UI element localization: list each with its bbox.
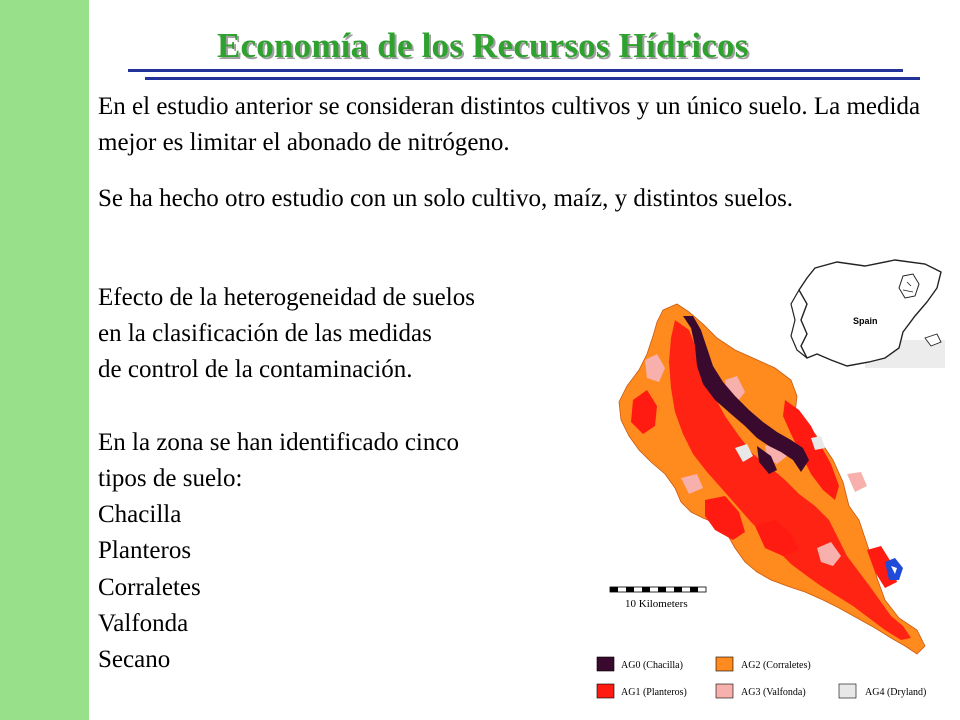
text-line: Efecto de la heterogeneidad de suelos [98,284,475,311]
spain-label: Spain [853,316,878,326]
soil-types-text [98,280,475,678]
spain-inset-map [791,260,945,368]
legend-swatch-ag4 [839,684,856,698]
soil-type-chacilla: Chacilla [98,501,182,529]
legend-label-ag4: AG4 (Dryland) [865,687,927,698]
legend-label-ag1: AG1 (Planteros) [621,687,687,698]
legend-swatch-ag1 [597,684,614,698]
title-underline-top [128,69,903,72]
paragraph-new-study: Se ha hecho otro estudio con un solo cultivo, maíz, y distintos suelos. [98,185,794,212]
text-line: de control de la contaminación. [98,356,413,384]
legend-swatch-ag0 [597,657,614,671]
slide-title: Economía de los Recursos Hídricos [217,26,749,65]
paragraph-previous-study: En el estudio anterior se consideran distintos cultivos y un único suelo. La medida mejor es limitar el abonado de nitrógeno. [98,93,921,156]
legend-swatch-ag2 [716,657,733,671]
text-line: tipos de suelo: [98,465,243,493]
left-green-band [0,0,89,720]
legend-swatch-ag3 [716,684,733,698]
soil-map [585,250,960,720]
soil-type-valfonda: Valfonda [98,609,189,637]
soil-type-planteros: Planteros [98,537,192,565]
legend-label-ag0: AG0 (Chacilla) [621,660,683,671]
text-line: en la clasificación de las medidas [98,320,432,348]
text-line: En la zona se han identificado cinco [98,428,459,456]
scale-label: 10 Kilometers [625,598,688,610]
legend-label-ag2: AG2 (Corraletes) [741,660,811,671]
legend-label-ag3: AG3 (Valfonda) [741,687,806,698]
scale-bar [610,587,706,610]
soil-type-corraletes: Corraletes [98,573,201,601]
soil-type-secano: Secano [98,646,171,674]
title-underline-bottom [145,77,920,80]
text-line-blank [98,389,475,425]
map-legend [597,657,926,698]
